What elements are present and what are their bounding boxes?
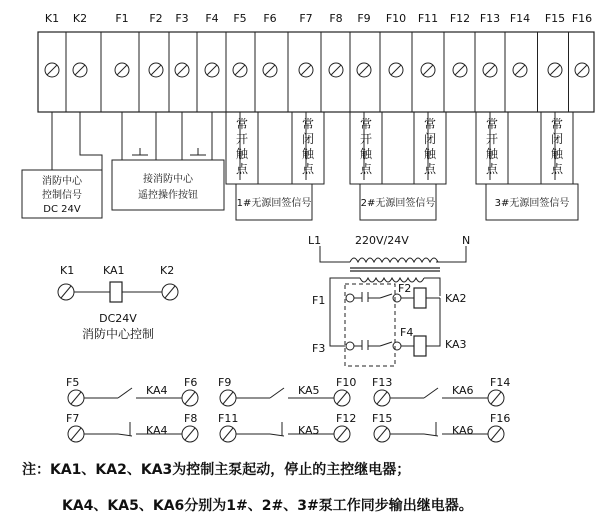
contact-char: 触 [423, 147, 437, 161]
output-ka-label: KA4 [146, 384, 168, 397]
contact-char: 开 [235, 132, 249, 146]
output-b-label: F8 [184, 412, 198, 425]
terminal-label: F10 [385, 12, 407, 25]
remote-button-box [112, 112, 224, 210]
note-line-1: 注：KA1、KA2、KA3为控制主泵起动，停止的主控继电器； [22, 462, 411, 478]
ka3-label: KA3 [445, 338, 467, 351]
terminal-label: F9 [357, 12, 371, 25]
terminal-label: F15 [544, 12, 566, 25]
contact-char: 开 [359, 132, 373, 146]
contact-char: 常 [235, 117, 249, 131]
dc24v-label: DC24V [99, 312, 137, 325]
terminal-label: F16 [571, 12, 593, 25]
contact-char: 常 [485, 117, 499, 131]
terminal-label: F3 [175, 12, 189, 25]
output-a-label: F15 [372, 412, 393, 425]
terminal-group [45, 12, 592, 112]
contact-char: 点 [359, 162, 373, 176]
ka1-coil [110, 282, 122, 302]
contact-char: 触 [359, 147, 373, 161]
contact-char: 触 [550, 147, 564, 161]
output-ka-label: KA6 [452, 424, 474, 437]
output-b-label: F6 [184, 376, 198, 389]
terminal-label: F11 [417, 12, 439, 25]
output-ka-label: KA5 [298, 424, 320, 437]
transformer-primary [350, 258, 438, 262]
n-label: N [462, 234, 471, 247]
output-contacts [66, 376, 510, 442]
k1-coil-label: K1 [60, 264, 75, 277]
ka2-coil [414, 288, 426, 308]
contact-char: 点 [301, 162, 315, 176]
output-ka-label: KA4 [146, 424, 168, 437]
feedback-label: 2#无源回签信号 [360, 198, 436, 209]
contact-char: 常 [423, 117, 437, 131]
output-a-label: F9 [218, 376, 232, 389]
remote-button-text-2: 遥控操作按钮 [138, 190, 198, 201]
terminal-label: F7 [299, 12, 313, 25]
voltage-label: 220V/24V [355, 234, 409, 247]
fire-center-text-1: 消防中心 [42, 176, 82, 187]
contact-char: 闭 [301, 132, 315, 146]
output-b-label: F10 [336, 376, 357, 389]
fire-control-label: 消防中心控制 [81, 327, 155, 341]
k2-coil-label: K2 [160, 264, 175, 277]
ka2-label: KA2 [445, 292, 467, 305]
fire-center-box [22, 112, 102, 218]
f1-label: F1 [312, 294, 326, 307]
terminal-label: F12 [449, 12, 471, 25]
f3-label: F3 [312, 342, 326, 355]
l1-label: L1 [308, 234, 322, 247]
contact-char: 触 [235, 147, 249, 161]
feedback-label: 3#无源回签信号 [494, 198, 570, 209]
terminal-strip [38, 32, 594, 112]
f2-label: F2 [398, 282, 412, 295]
terminal-label: F14 [509, 12, 531, 25]
output-b-label: F14 [490, 376, 511, 389]
f4-label: F4 [400, 326, 414, 339]
output-a-label: F11 [218, 412, 239, 425]
terminal-label: F5 [233, 12, 247, 25]
contact-char: 闭 [423, 132, 437, 146]
power-section [308, 234, 470, 346]
terminal-label: F13 [479, 12, 501, 25]
fire-center-text-2: 控制信号 [42, 190, 82, 201]
ka1-label: KA1 [103, 264, 125, 277]
ka3-coil [414, 336, 426, 356]
contact-char: 点 [235, 162, 249, 176]
contact-char: 闭 [550, 132, 564, 146]
feedback-label: 1#无源回签信号 [236, 198, 312, 209]
terminal-label: F2 [149, 12, 163, 25]
feedback-groups [226, 112, 578, 220]
fire-center-text-3: DC 24V [43, 204, 81, 215]
ka1-coil-circuit [58, 264, 178, 341]
output-b-label: F16 [490, 412, 511, 425]
contact-char: 点 [423, 162, 437, 176]
contact-char: 常 [359, 117, 373, 131]
terminal-label: K1 [44, 12, 60, 25]
contact-char: 触 [301, 147, 315, 161]
terminal-label: K2 [72, 12, 88, 25]
output-a-label: F5 [66, 376, 80, 389]
relay-circuit [312, 282, 467, 366]
contact-char: 常 [301, 117, 315, 131]
output-b-label: F12 [336, 412, 357, 425]
output-a-label: F13 [372, 376, 393, 389]
terminal-label: F1 [115, 12, 129, 25]
output-ka-label: KA6 [452, 384, 474, 397]
terminal-label: F6 [263, 12, 277, 25]
contact-char: 常 [550, 117, 564, 131]
remote-button-text-1: 接消防中心 [143, 174, 193, 185]
contact-char: 点 [550, 162, 564, 176]
contact-char: 触 [485, 147, 499, 161]
note-line-2: KA4、KA5、KA6分别为1#、2#、3#泵工作同步输出继电器。 [62, 498, 473, 514]
transformer-secondary [360, 278, 424, 282]
contact-char: 点 [485, 162, 499, 176]
output-a-label: F7 [66, 412, 80, 425]
contact-char: 开 [485, 132, 499, 146]
terminal-label: F4 [205, 12, 219, 25]
terminal-label: F8 [329, 12, 343, 25]
output-ka-label: KA5 [298, 384, 320, 397]
